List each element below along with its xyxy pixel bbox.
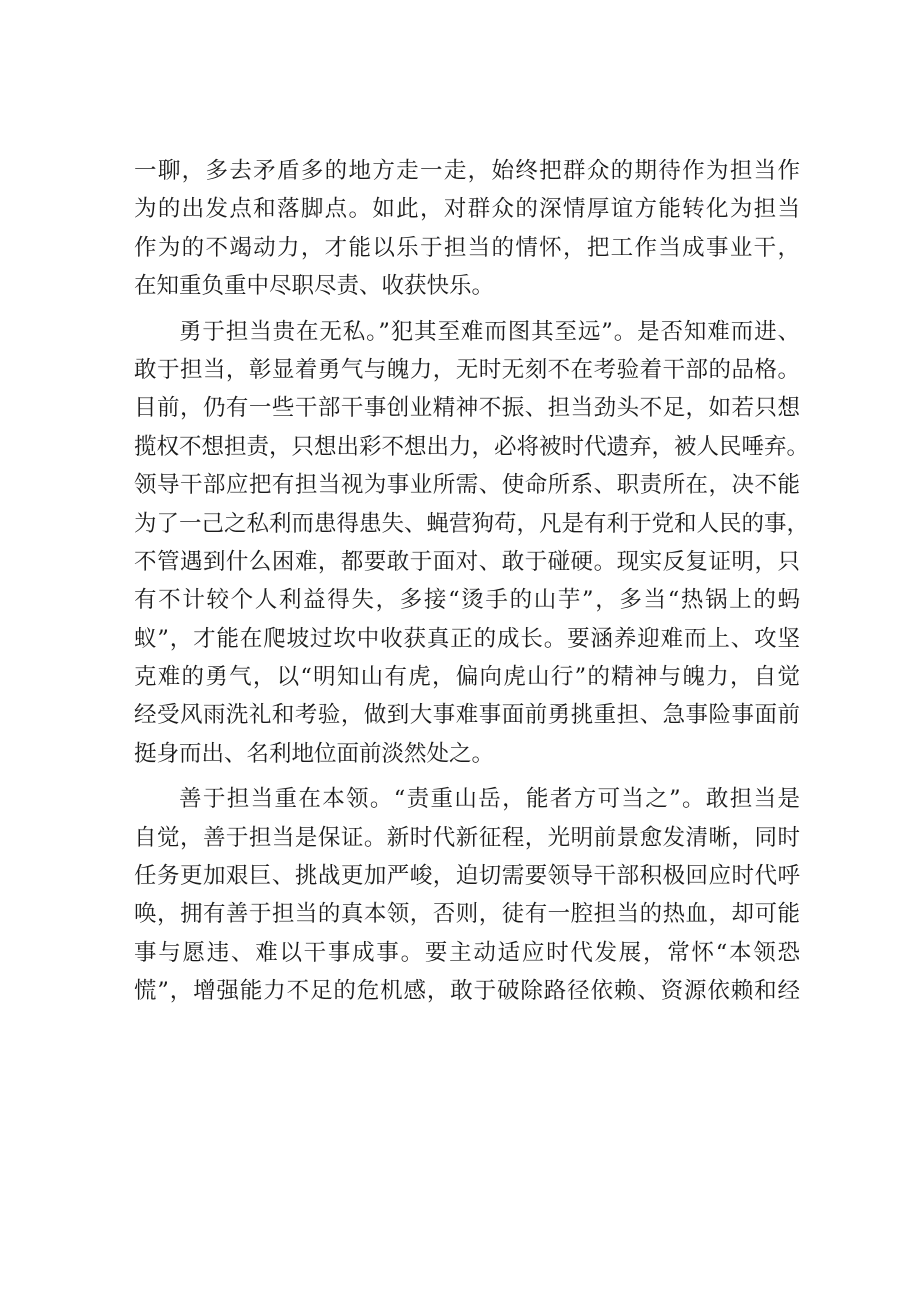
text-line: 敢于担当，彰显着勇气与魄力，无时无刻不在考验着干部的品格。 [134, 356, 800, 383]
text-line: 唤，拥有善于担当的真本领，否则，徒有一腔担当的热血，却可能 [134, 901, 800, 928]
text-line: 经受风雨洗礼和考验，做到大事难事面前勇挑重担、急事险事面前 [134, 702, 800, 729]
document-body [134, 152, 810, 1011]
text-line: 有不计较个人利益得失，多接“烫手的山芋”，多当“热锅上的蚂 [134, 587, 800, 614]
text-line: 善于担当重在本领。“责重山岳，能者方可当之”。敢担当是 [179, 786, 800, 813]
text-line: 事与愿违、难以干事成事。要主动适应时代发展，常怀“本领恐 [134, 939, 800, 966]
text-line: 克难的勇气，以“明知山有虎，偏向虎山行”的精神与魄力，自觉 [134, 664, 800, 691]
paragraph-2 [134, 313, 810, 774]
text-line: 在知重负重中尽职尽责、收获快乐。 [134, 273, 495, 300]
text-line: 不管遇到什么困难，都要敢于面对、敢于碰硬。现实反复证明，只 [134, 548, 800, 575]
text-line: 领导干部应把有担当视为事业所需、使命所系、职责所在，决不能 [134, 472, 800, 499]
text-line: 勇于担当贵在无私。”犯其至难而图其至远”。是否知难而进、 [179, 318, 800, 345]
text-line: 揽权不想担责，只想出彩不想出力，必将被时代遗弃，被人民唾弃。 [134, 433, 810, 460]
text-line: 一聊，多去矛盾多的地方走一走，始终把群众的期待作为担当作 [134, 158, 800, 184]
text-line: 自觉，善于担当是保证。新时代新征程，光明前景愈发清晰，同时 [134, 824, 800, 851]
text-line: 为了一己之私利而患得患失、蝇营狗苟，凡是有利于党和人民的事， [134, 510, 810, 537]
text-line: 挺身而出、名利地位面前淡然处之。 [134, 740, 495, 767]
text-line: 为的出发点和落脚点。如此，对群众的深情厚谊方能转化为担当 [134, 196, 800, 223]
text-line: 作为的不竭动力，才能以乐于担当的情怀，把工作当成事业干， [134, 234, 800, 261]
text-line: 目前，仍有一些干部干事创业精神不振、担当劲头不足，如若只想 [134, 395, 800, 422]
paragraph-1 [134, 152, 800, 306]
paragraph-3 [134, 780, 800, 1010]
text-line: 蚁”，才能在爬坡过坎中收获真正的成长。要涵养迎难而上、攻坚 [134, 625, 800, 652]
text-line: 任务更加艰巨、挑战更加严峻，迫切需要领导干部积极回应时代呼 [134, 863, 800, 890]
text-line: 慌”，增强能力不足的危机感，敢于破除路径依赖、资源依赖和经 [134, 978, 800, 1005]
